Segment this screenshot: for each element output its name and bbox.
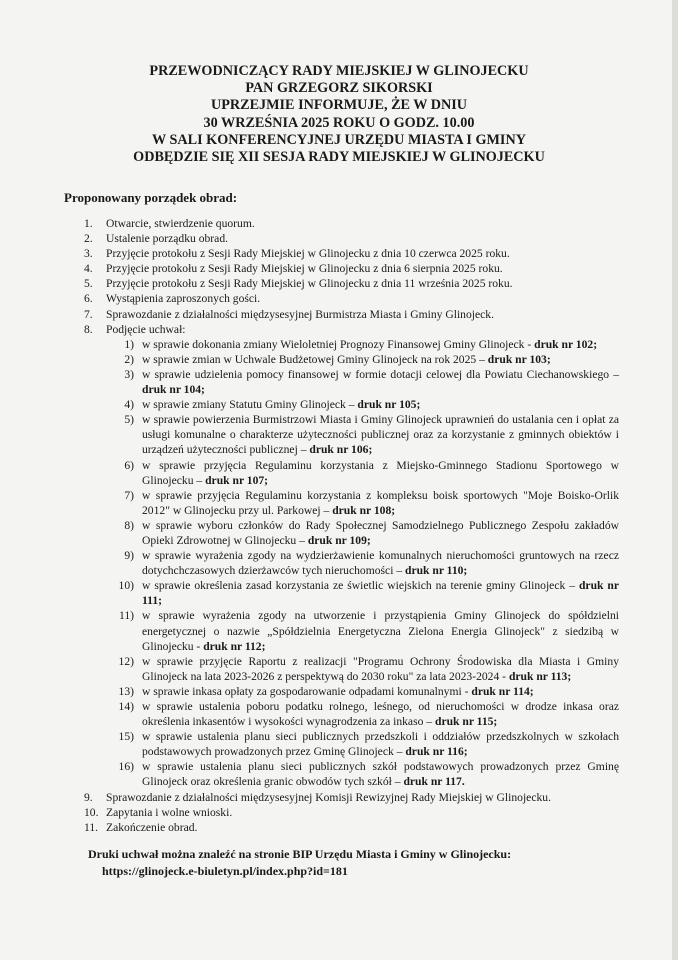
bip-link[interactable]: https://glinojeck.e-biuletyn.pl/index.php?id=181 bbox=[102, 864, 348, 878]
resolution-number: 14) bbox=[118, 700, 134, 713]
agenda-item-text: Sprawozdanie z działalności międzysesyjnej Burmistrza Miasta i Gminy Glinojeck. bbox=[106, 307, 494, 321]
agenda-item bbox=[84, 231, 619, 246]
resolution-title: w sprawie wyboru członków do Rady Społecznej Samodzielnego Publicznego Zespołu zakładów Opieki Zdrowotnej w Glinojecku – bbox=[142, 518, 619, 547]
agenda-item-number: 3. bbox=[84, 247, 93, 261]
resolution-item bbox=[106, 518, 619, 548]
agenda-item bbox=[84, 246, 619, 261]
resolution-item bbox=[106, 578, 619, 608]
resolution-item bbox=[106, 759, 619, 789]
resolution-text bbox=[142, 412, 619, 457]
resolution-text bbox=[142, 518, 619, 548]
resolution-item bbox=[106, 699, 619, 729]
resolution-number: 4) bbox=[124, 398, 134, 412]
resolution-druk-number: druk nr 102; bbox=[534, 337, 598, 351]
resolution-title: w sprawie przyjęcia Regulaminu korzystania z Miejsko-Gminnego Stadionu Sportowego w Glinojecku – bbox=[142, 458, 619, 487]
resolution-text bbox=[142, 367, 619, 397]
resolution-item bbox=[106, 608, 619, 653]
resolution-druk-number: druk nr 105; bbox=[357, 398, 421, 412]
resolution-item bbox=[106, 337, 619, 352]
resolution-number: 5) bbox=[124, 413, 134, 427]
resolution-text bbox=[142, 654, 619, 684]
resolution-druk-number: druk nr 116; bbox=[405, 745, 468, 759]
agenda-item bbox=[84, 322, 619, 337]
resolution-item bbox=[106, 458, 619, 488]
header-line: PRZEWODNICZĄCY RADY MIEJSKIEJ W GLINOJECKU bbox=[149, 63, 529, 79]
agenda-item bbox=[84, 805, 619, 820]
agenda-item-text: Wystąpienia zaproszonych gości. bbox=[106, 292, 261, 306]
resolution-title: w sprawie określenia zasad korzystania ze świetlic wiejskich na terenie gminy Glinojeck – bbox=[142, 579, 579, 593]
resolution-item bbox=[106, 412, 619, 457]
resolution-title: w sprawie inkasa opłaty za gospodarowanie odpadami komunalnymi - bbox=[142, 684, 472, 698]
resolution-number: 15) bbox=[118, 730, 134, 744]
agenda-item-number: 8. bbox=[84, 322, 93, 336]
footer-line: Druki uchwał można znaleźć na stronie BIP Urzędu Miasta i Gminy w Glinojecku: bbox=[88, 847, 512, 861]
resolution-druk-number: druk nr 108; bbox=[332, 503, 396, 517]
agenda-title: Proponowany porządek obrad: bbox=[64, 190, 238, 205]
resolution-druk-number: druk nr 113; bbox=[508, 669, 572, 683]
agenda-item-text: Zakończenie obrad. bbox=[106, 820, 198, 834]
agenda-list bbox=[84, 216, 619, 835]
agenda-item-number: 6. bbox=[84, 292, 93, 306]
resolution-text bbox=[142, 699, 619, 729]
header-line: W SALI KONFERENCYJNEJ URZĘDU MIASTA I GMINY bbox=[152, 131, 526, 148]
header-line: UPRZEJMIE INFORMUJE, ŻE W DNIU bbox=[210, 97, 468, 114]
header-line: 30 WRZEŚNIA 2025 ROKU O GODZ. 10.00 bbox=[203, 114, 475, 131]
resolution-number: 6) bbox=[124, 458, 134, 472]
resolution-item bbox=[106, 548, 619, 578]
resolution-number: 1) bbox=[124, 337, 134, 351]
resolution-title: w sprawie przyjęcie Raportu z realizacji "Programu Ochrony Środowiska dla Miasta i Gminy Glinojeck na lata 2023-2026 z perspektywą do 2030 roku" za lata 2023-2024 - bbox=[142, 654, 619, 683]
page-edge bbox=[672, 0, 678, 960]
resolution-title: w sprawie zmiany Statutu Gminy Glinojeck – bbox=[142, 398, 358, 412]
agenda-item-text: Przyjęcie protokołu z Sesji Rady Miejskiej w Glinojecku z dnia 6 sierpnia 2025 roku. bbox=[106, 262, 503, 276]
agenda-item-text: Zapytania i wolne wnioski. bbox=[106, 805, 233, 819]
resolution-number: 16) bbox=[118, 760, 134, 774]
resolution-title: w sprawie ustalenia planu sieci publicznych przedszkoli i oddziałów przedszkolnych w szkołach podstawowych prowadzonych przez Gminę Glinojeck – bbox=[142, 730, 619, 759]
resolution-druk-number: druk nr 109; bbox=[307, 533, 371, 547]
resolution-number: 7) bbox=[124, 488, 134, 502]
footer-note bbox=[88, 846, 608, 880]
resolution-text bbox=[142, 337, 619, 352]
agenda-item-number: 9. bbox=[84, 790, 93, 804]
resolution-title: w sprawie zmian w Uchwale Budżetowej Gminy Glinojeck na rok 2025 – bbox=[142, 352, 488, 366]
agenda-item-number: 4. bbox=[84, 262, 93, 276]
resolution-druk-number: druk nr 103; bbox=[487, 352, 551, 366]
header-line: ODBĘDZIE SIĘ XII SESJA RADY MIEJSKIEJ W GLINOJECKU bbox=[133, 149, 545, 166]
resolution-item bbox=[106, 367, 619, 397]
resolution-item bbox=[106, 397, 619, 412]
announcement-header bbox=[0, 63, 678, 166]
agenda-item-text: Podjęcie uchwał: bbox=[106, 322, 186, 336]
resolution-text bbox=[142, 488, 619, 518]
resolution-number: 8) bbox=[124, 518, 134, 532]
resolution-text bbox=[142, 548, 619, 578]
resolution-druk-number: druk nr 117. bbox=[403, 775, 465, 789]
resolution-title: w sprawie udzielenia pomocy finansowej w formie dotacji celowej dla Powiatu Ciechanowskiego – bbox=[142, 367, 619, 381]
agenda-item-number: 11. bbox=[84, 820, 99, 834]
agenda-item bbox=[84, 216, 619, 231]
agenda-item-number: 10. bbox=[84, 805, 99, 819]
resolution-title: w sprawie wyrażenia zgody na wydzierżawienie komunalnych nieruchomości gruntowych na rzecz dotychchczasowych dzierżawców tych nieruchomości – bbox=[142, 549, 619, 578]
resolution-text bbox=[142, 608, 619, 653]
agenda-item bbox=[84, 790, 619, 805]
resolution-number: 9) bbox=[124, 549, 134, 563]
resolution-druk-number: druk nr 114; bbox=[471, 684, 534, 698]
agenda-item-number: 7. bbox=[84, 307, 93, 321]
agenda-item-number: 5. bbox=[84, 277, 93, 291]
agenda-item bbox=[84, 276, 619, 291]
agenda-item-text: Sprawozdanie z działalności międzysesyjnej Komisji Rewizyjnej Rady Miejskiej w Glinojecku. bbox=[106, 790, 551, 804]
agenda-item-number: 1. bbox=[84, 217, 93, 230]
resolution-druk-number: druk nr 110; bbox=[405, 564, 468, 578]
resolution-title: w sprawie ustalenia poboru podatku rolnego, leśnego, od nieruchomości w drodze inkasa oraz określenia inkasentów i wysokości wynagrodzenia za inkaso – bbox=[142, 700, 619, 729]
resolution-item bbox=[106, 729, 619, 759]
resolution-item bbox=[106, 352, 619, 367]
resolution-text bbox=[142, 352, 619, 367]
resolution-title: w sprawie ustalenia planu sieci publicznych szkół podstawowych prowadzonych przez Gminę Glinojeck oraz określenia granic obwodów tych szkół – bbox=[142, 760, 619, 789]
resolution-number: 12) bbox=[118, 654, 134, 668]
agenda-item bbox=[84, 291, 619, 306]
resolution-druk-number: druk nr 106; bbox=[309, 443, 373, 457]
resolution-title: w sprawie przyjęcia Regulaminu korzystania z kompleksu boisk sportowych "Moje Boisko-Orlik 2012" w Glinojecku przy ul. Parkowej – bbox=[142, 488, 619, 517]
resolutions-list bbox=[106, 337, 619, 790]
resolution-number: 2) bbox=[124, 352, 134, 366]
agenda-item-number: 2. bbox=[84, 232, 93, 246]
resolution-druk-number: druk nr 115; bbox=[435, 715, 498, 729]
agenda-item-text: Ustalenie porządku obrad. bbox=[106, 232, 229, 246]
resolution-number: 10) bbox=[118, 579, 134, 593]
resolution-number: 13) bbox=[118, 684, 134, 698]
resolution-item bbox=[106, 488, 619, 518]
resolution-number: 11) bbox=[118, 609, 134, 623]
agenda-item-text: Przyjęcie protokołu z Sesji Rady Miejskiej w Glinojecku z dnia 10 czerwca 2025 roku. bbox=[106, 247, 510, 261]
resolution-text bbox=[142, 458, 619, 488]
resolution-druk-number: druk nr 111; bbox=[142, 579, 619, 608]
agenda-item bbox=[84, 261, 619, 276]
resolution-druk-number: druk nr 104; bbox=[142, 383, 205, 397]
resolution-title: w sprawie dokonania zmiany Wieloletniej Prognozy Finansowej Gminy Glinojeck - bbox=[142, 337, 535, 351]
resolution-druk-number: druk nr 112; bbox=[203, 639, 266, 653]
agenda-item bbox=[84, 307, 619, 322]
resolution-number: 3) bbox=[124, 367, 134, 381]
agenda-item-text: Otwarcie, stwierdzenie quorum. bbox=[106, 217, 255, 230]
agenda-item bbox=[84, 820, 619, 835]
resolution-item bbox=[106, 684, 619, 699]
resolution-title: w sprawie wyrażenia zgody na utworzenie i przystąpienia Gminy Glinojeck do spółdzielni energetycznej o nazwie „Spółdzielnia Energetyczna Zielona Energia Glinojeck" z siedzibą w Glinojecku - bbox=[142, 609, 619, 653]
resolution-text bbox=[142, 729, 619, 759]
resolution-title: w sprawie powierzenia Burmistrzowi Miasta i Gminy Glinojeck uprawnień do ustalania cen i opłat za usługi komunalne o charakterze użyteczności publicznej oraz za korzystanie z gminnych obiektów i urządzeń użyteczności publicznej – bbox=[142, 413, 619, 457]
resolution-druk-number: druk nr 107; bbox=[205, 473, 269, 487]
agenda-item-text: Przyjęcie protokołu z Sesji Rady Miejskiej w Glinojecku z dnia 11 września 2025 roku. bbox=[106, 277, 513, 291]
resolution-item bbox=[106, 654, 619, 684]
resolution-text bbox=[142, 397, 619, 412]
resolution-text bbox=[142, 578, 619, 608]
resolution-text bbox=[142, 684, 619, 699]
header-line: PAN GRZEGORZ SIKORSKI bbox=[245, 80, 433, 97]
resolution-text bbox=[142, 759, 619, 789]
